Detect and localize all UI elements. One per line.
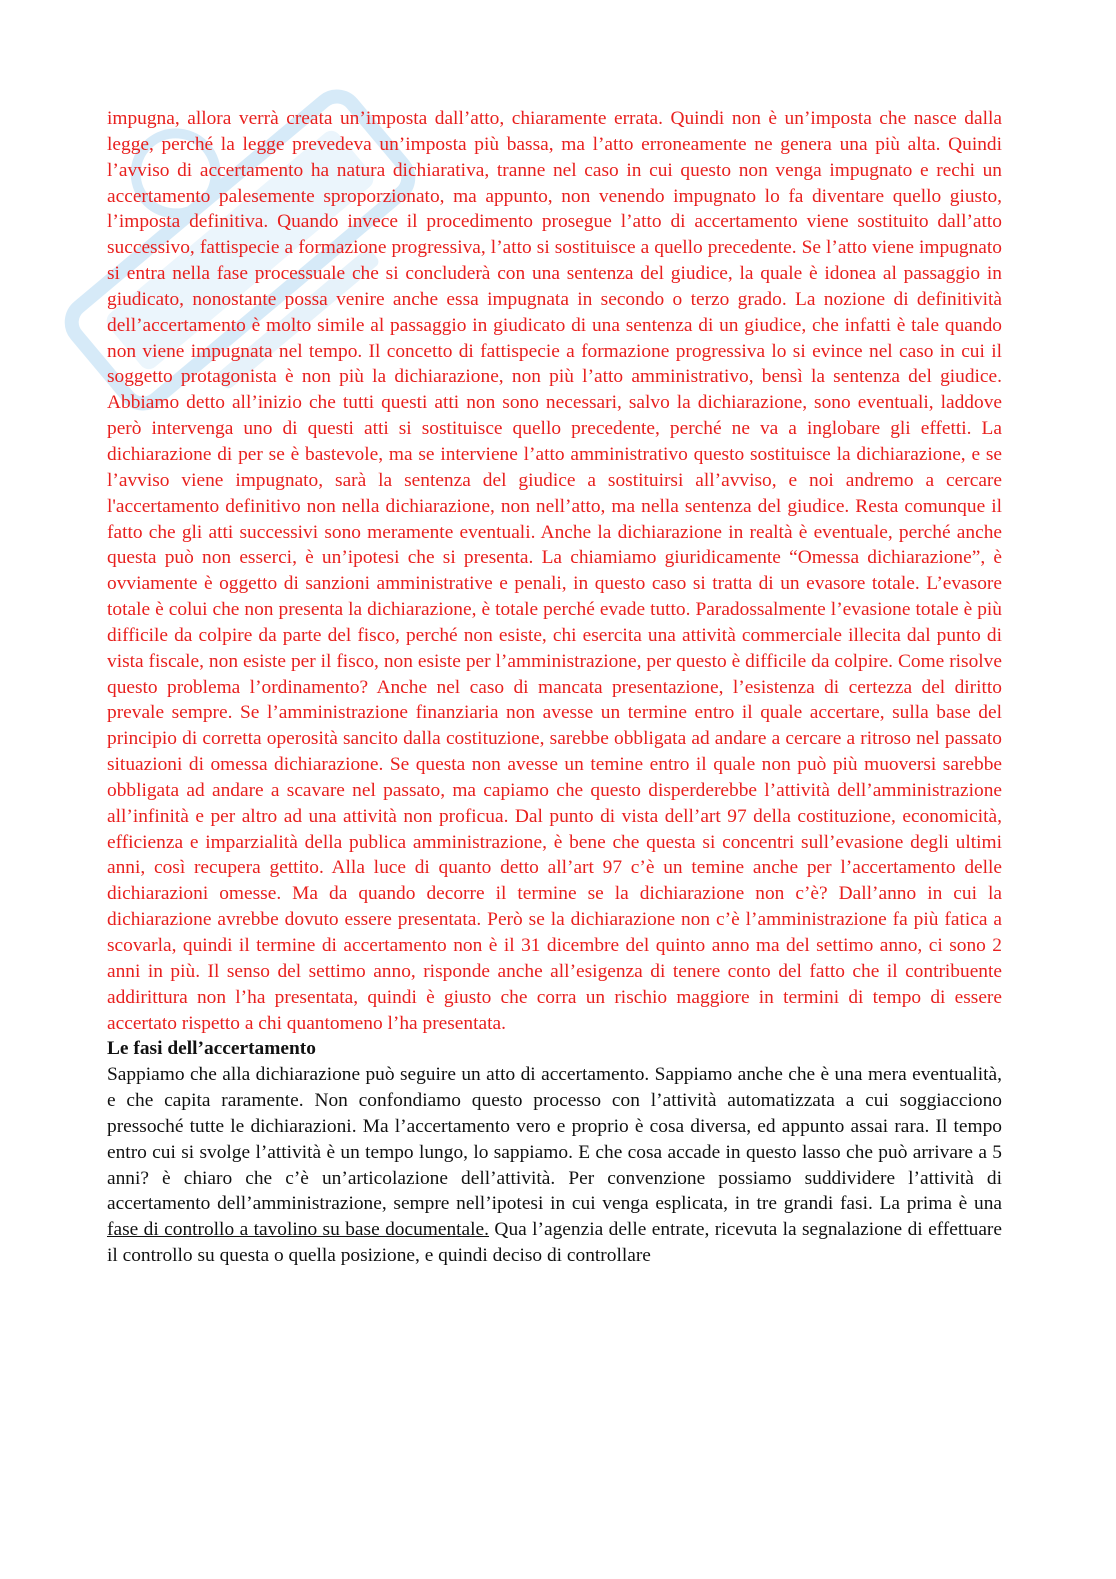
- underlined-phrase: fase di controllo a tavolino su base documentale.: [107, 1219, 490, 1241]
- paragraph-text-after: Qua l’agenzia delle entrate, ricevuta la segnalazione di effettuare il controllo su questa o quella posizione, e quindi deciso di controllare: [107, 1219, 1002, 1267]
- red-paragraph: impugna, allora verrà creata un’imposta dall’atto, chiaramente errata. Quindi non è un’imposta che nasce dalla legge, perché la legge prevedeva un’imposta più bassa, ma l’atto erroneamente ne genera una più alta. Quindi l’avviso di accertamento ha natura dichiarativa, tranne nel caso in cui questo non venga impugnato e rechi un accertamento palesemente sproporzionato, ma appunto, non venendo impugnato lo fa diventare quello giusto, l’imposta definitiva. Quando invece il procedimento prosegue l’atto di accertamento viene sostituito dall’atto successivo, fattispecie a formazione progressiva, l’atto si sostituisce a quello precedente. Se l’atto viene impugnato si entra nella fase processuale che si concluderà con una sentenza del giudice, la quale è idonea al passaggio in giudicato, nonostante possa venire anche essa impugnata in secondo o terzo grado. La nozione di definitività dell’accertamento è molto simile al passaggio in giudicato di una sentenza di un giudice, che infatti è tale quando non viene impugnata nel tempo. Il concetto di fattispecie a formazione progressiva lo si evince nel caso in cui il soggetto protagonista è non più la dichiarazione, non più l’atto amministrativo, bensì la sentenza del giudice. Abbiamo detto all’inizio che tutti questi atti non sono necessari, salvo la dichiarazione, sono eventuali, laddove però intervenga uno di questi atti si sostituisce quello precedente, perché ne va a inglobare gli effetti. La dichiarazione di per se è bastevole, ma se interviene l’atto amministrativo questo sostituisce la dichiarazione, e se l’avviso viene impugnato, sarà la sentenza del giudice a sostituirsi all’avviso, e noi andremo a cercare l'accertamento definitivo non nella dichiarazione, non nell’atto, ma nella sentenza del giudice. Resta comunque il fatto che gli atti successivi sono meramente eventuali. Anche la dichiarazione in realtà è eventuale, perché anche questa può non esserci, è un’ipotesi che si presenta. La chiamiamo giuridicamente “Omessa dichiarazione”, è ovviamente è oggetto di sanzioni amministrative e penali, in questo caso si tratta di un evasore totale. L’evasore totale è colui che non presenta la dichiarazione, è totale perché evade tutto. Paradossalmente l’evasione totale è più difficile da colpire da parte del fisco, perché non esiste, chi esercita una attività commerciale illecita dal punto di vista fiscale, non esiste per il fisco, non esiste per l’amministrazione, per questo è difficile da colpire. Come risolve questo problema l’ordinamento? Anche nel caso di mancata presentazione, l’esistenza di certezza del diritto prevale sempre. Se l’amministrazione finanziaria non avesse un termine entro il quale accertare, sulla base del principio di corretta operosità sancito dalla costituzione, sarebbe obbligata ad andare a cercare a ritroso nel passato situazioni di omessa dichiarazione. Se questa non avesse un temine entro il quale non può più muoversi sarebbe obbligata ad andare a scavare nel passato, ma capiamo che questo disperderebbe l’attività dell’amministrazione all’infinità e per altro ad una attività non proficua. Dal punto di vista dell’art 97 della costituzione, economicità, efficienza e imparzialità della publica amministrazione, è bene che questa si concentri sull’evasione degli ultimi anni, così recupera gettito. Alla luce di quanto detto all’art 97 c’è un temine anche per l’accertamento delle dichiarazioni omesse. Ma da quando decorre il termine se la dichiarazione non c’è? Dall’anno in cui la dichiarazione avrebbe dovuto essere presentata. Però se la dichiarazione non c’è l’amministrazione fa più fatica a scovarla, quindi il termine di accertamento non è il 31 dicembre del quinto anno ma del settimo anno, ci sono 2 anni in più. Il senso del settimo anno, risponde anche all’esigenza di tenere conto del fatto che il contribuente addirittura non l’ha presentata, quindi è giusto che corra un rischio maggiore in termini di tempo di essere accertato rispetto a chi quantomeno l’ha presentata.: [107, 108, 1002, 1034]
- section-heading: Le fasi dell’accertamento: [107, 1038, 316, 1060]
- document-page: [107, 106, 1002, 1269]
- paragraph-text-before: Sappiamo che alla dichiarazione può seguire un atto di accertamento. Sappiamo anche che è una mera eventualità, e che capita raramente. Non confondiamo questo processo con l’attività automatizzata a cui soggiacciono pressoché tutte le dichiarazioni. Ma l’accertamento vero e proprio è cosa diversa, ed appunto assai rara. Il tempo entro cui si svolge l’attività è un tempo lungo, lo sappiamo. E che cosa accade in questo lasso che può arrivare a 5 anni? è chiaro che c’è un’articolazione dell’attività. Per convenzione possiamo suddividere l’attività di accertamento dell’amministrazione, sempre nell’ipotesi in cui venga esplicata, in tre grandi fasi. La prima è una: [107, 1064, 1002, 1215]
- body-paragraph: [107, 1062, 1002, 1269]
